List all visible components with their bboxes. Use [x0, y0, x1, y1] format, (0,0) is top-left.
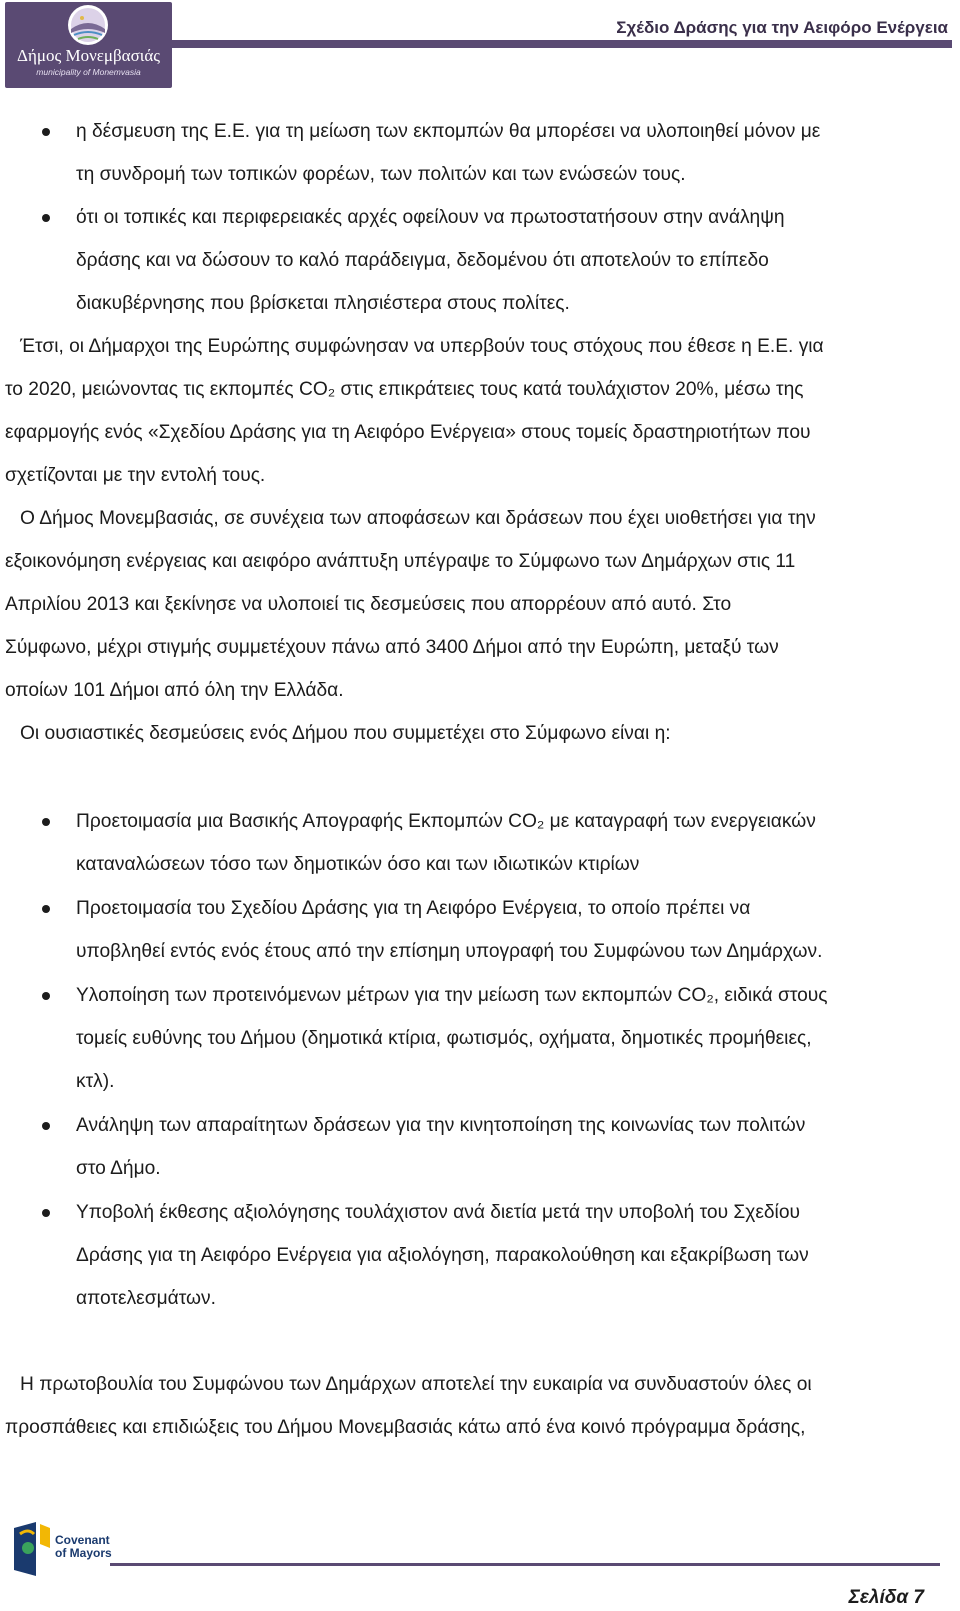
text-line: Η πρωτοβουλία του Συμφώνου των Δημάρχων αποτελεί την ευκαιρία να συνδυαστούν όλες οι [20, 1374, 812, 1395]
text-line: τη συνδρομή των τοπικών φορέων, των πολιτών και των ενώσεών τους. [76, 164, 686, 185]
page-number: Σελίδα 7 [848, 1587, 924, 1608]
text-line: στο Δήμο. [76, 1158, 161, 1179]
text-line: Σύμφωνο, μέχρι στιγμής συμμετέχουν πάνω από 3400 Δήμοι από την Ευρώπη, μεταξύ των [5, 637, 779, 658]
text-line: δράσης και να δώσουν το καλό παράδειγμα, δεδομένου ότι αποτελούν το επίπεδο [76, 250, 769, 271]
logo-name: Δήμος Μονεμβασιάς [17, 46, 160, 65]
text-line: Υλοποίηση των προτεινόμενων μέτρων για την μείωση των εκπομπών CO₂, ειδικά στους [76, 985, 828, 1006]
covenant-logo-text [55, 1534, 112, 1560]
page-header [0, 0, 960, 92]
text-line: Υποβολή έκθεσης αξιολόγησης τουλάχιστον ανά διετία μετά την υποβολή του Σχεδίου [76, 1202, 800, 1223]
text-line: οποίων 101 Δήμοι από όλη την Ελλάδα. [5, 680, 344, 701]
text-line: Δράσης για τη Αειφόρο Ενέργεια για αξιολόγηση, παρακολούθηση και εξακρίβωση των [76, 1245, 809, 1266]
text-line: ότι οι τοπικές και περιφερειακές αρχές οφείλουν να πρωτοστατήσουν στην ανάληψη [76, 207, 785, 228]
bullet-icon [42, 214, 50, 222]
text-line: το 2020, μειώνοντας τις εκπομπές CO₂ στις επικράτειες τους κατά τουλάχιστον 20%, μέσω της [5, 379, 804, 400]
text-line: εξοικονόμηση ενέργειας και αειφόρο ανάπτυξη υπέγραψε το Σύμφωνο των Δημάρχων στις 11 [5, 551, 796, 572]
text-line: Οι ουσιαστικές δεσμεύσεις ενός Δήμου που συμμετέχει στο Σύμφωνο είναι η: [20, 723, 671, 744]
text-line: Ο Δήμος Μονεμβασιάς, σε συνέχεια των αποφάσεων και δράσεων που έχει υιοθετήσει για την [20, 508, 816, 529]
covenant-logo-line2: of Mayors [55, 1546, 112, 1560]
header-divider [172, 40, 952, 48]
text-line: Έτσι, οι Δήμαρχοι της Ευρώπης συμφώνησαν να υπερβούν τους στόχους που έθεσε η Ε.Ε. για [20, 336, 824, 357]
text-line: σχετίζονται με την εντολή τους. [5, 465, 266, 486]
text-line: Προετοιμασία του Σχεδίου Δράσης για τη Αειφόρο Ενέργεια, το οποίο πρέπει να [76, 898, 751, 919]
municipality-logo [5, 2, 172, 88]
bullet-icon [42, 905, 50, 913]
bullet-icon [42, 1209, 50, 1217]
bullet-icon [42, 992, 50, 1000]
text-line: η δέσμευση της Ε.Ε. για τη μείωση των εκπομπών θα μπορέσει να υλοποιηθεί μόνον με [76, 121, 821, 142]
text-line: υποβληθεί εντός ενός έτους από την επίσημη υπογραφή του Συμφώνου των Δημάρχων. [76, 941, 823, 962]
text-line: εφαρμογής ενός «Σχεδίου Δράσης για τη Αειφόρο Ενέργεια» στους τομείς δραστηριοτήτων που [5, 422, 811, 443]
text-line: αποτελεσμάτων. [76, 1288, 216, 1309]
text-line: τομείς ευθύνης του Δήμου (δημοτικά κτίρια, φωτισμός, οχήματα, δημοτικές προμήθειες, [76, 1028, 812, 1049]
text-line: διακυβέρνησης που βρίσκεται πλησιέστερα στους πολίτες. [76, 293, 570, 314]
bullet-icon [42, 1122, 50, 1130]
footer-divider [110, 1563, 940, 1566]
document-title: Σχέδιο Δράσης για την Αειφόρο Ενέργεια [616, 18, 948, 37]
logo-subtitle: municipality of Monemvasia [36, 67, 141, 77]
bullet-icon [42, 128, 50, 136]
text-line: Ανάληψη των απαραίτητων δράσεων για την κινητοποίηση της κοινωνίας των πολιτών [76, 1115, 806, 1136]
text-line: καταναλώσεων τόσο των δημοτικών όσο και των ιδιωτικών κτιρίων [76, 854, 640, 875]
text-line: Απριλίου 2013 και ξεκίνησε να υλοποιεί τις δεσμεύσεις που απορρέουν από αυτό. Στο [5, 594, 732, 615]
bullet-icon [42, 818, 50, 826]
logo-emblem-icon [58, 3, 118, 49]
text-line: προσπάθειες και επιδιώξεις του Δήμου Μονεμβασιάς κάτω από ένα κοινό πρόγραμμα δράσης, [5, 1417, 806, 1438]
covenant-logo-line1: Covenant [55, 1533, 110, 1547]
text-line: Προετοιμασία μια Βασικής Απογραφής Εκπομπών CO₂ με καταγραφή των ενεργειακών [76, 811, 816, 832]
text-line: κτλ). [76, 1071, 115, 1092]
